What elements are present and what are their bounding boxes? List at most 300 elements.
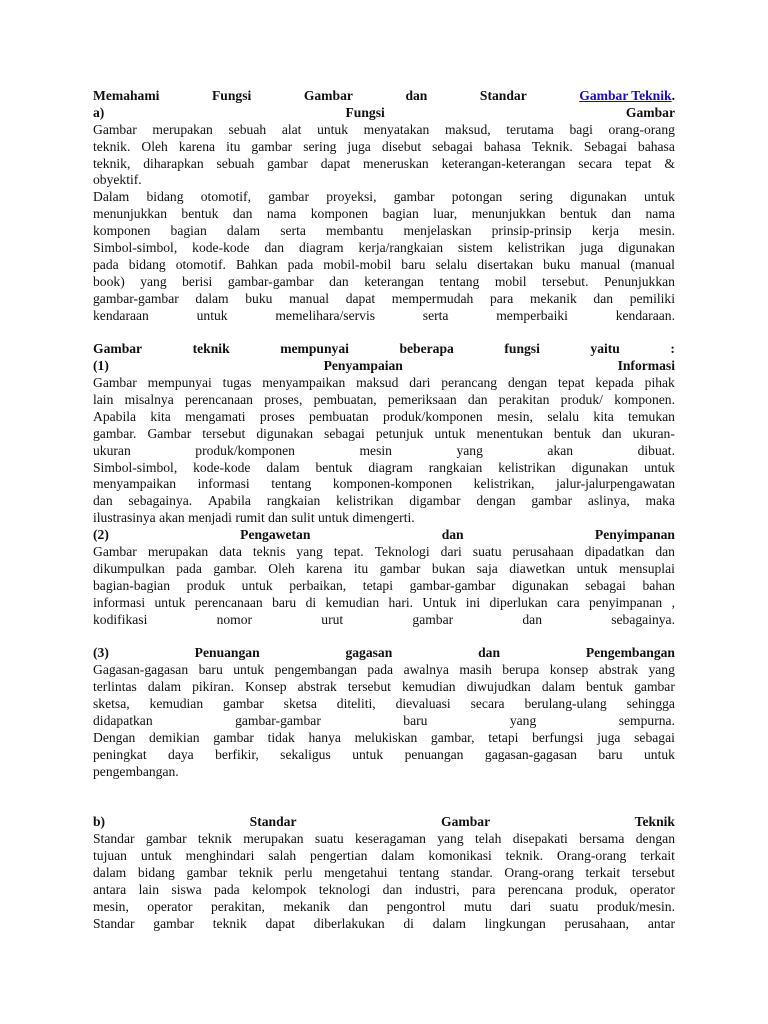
word: gambar [268, 189, 309, 205]
word: kita [150, 408, 171, 424]
word: menentukan [476, 425, 543, 441]
text-line [93, 865, 675, 882]
word: tentang [439, 273, 480, 289]
word: menyampaikan [262, 375, 346, 391]
title-word: Gambar [303, 88, 353, 103]
function-3-heading: (3) Penuangan gagasan dan Pengembangan [93, 645, 675, 661]
word: dapat [345, 290, 376, 306]
word: gambar [186, 864, 228, 880]
word: untuk [643, 189, 675, 205]
document-page [93, 88, 675, 933]
word: masih [459, 662, 492, 678]
word: Gambar [93, 375, 137, 391]
word: perakitan [498, 392, 550, 408]
word: jalur-jalurpengawatan [556, 476, 675, 492]
word: digunakan [618, 240, 675, 256]
word: perlu [284, 864, 313, 880]
word: hari. [388, 594, 414, 610]
word: secara [470, 696, 505, 712]
word: yang [140, 273, 167, 289]
text-line [93, 189, 675, 206]
word: pada [287, 256, 314, 272]
word: Orang-orang [556, 848, 627, 864]
word: digunakan [571, 459, 629, 475]
word: dan [601, 425, 622, 441]
word: kelompok [252, 881, 307, 897]
word: teknik [212, 915, 247, 931]
word: kelistrikan [498, 459, 556, 475]
word: pengertian [310, 848, 368, 864]
word: Sebagai [583, 138, 627, 154]
word: serta [280, 223, 306, 239]
word: juga [597, 729, 621, 745]
text-line [93, 460, 675, 477]
word: mobil [494, 273, 527, 289]
word: berulang-ulang [524, 696, 607, 712]
spacer [93, 629, 675, 646]
word: proses [259, 408, 295, 424]
word: dapat [265, 915, 295, 931]
word: Standar [93, 831, 135, 847]
word: dan [232, 206, 253, 222]
word: rangkaian [266, 493, 321, 509]
word: suatu [472, 544, 502, 560]
word: book) [93, 273, 125, 289]
word: terlintas [93, 679, 137, 695]
word: yang [296, 544, 323, 560]
word: lingkungan [484, 915, 546, 931]
word: perbaikan, [289, 577, 347, 593]
text-line: kendaraan untuk memelihara/servis serta memperbaiki kendaraan. [93, 307, 675, 323]
word: keseragaman [354, 831, 426, 847]
word: bidang [137, 864, 175, 880]
word: Dengan [93, 729, 136, 745]
word: gambar-gambar [409, 577, 496, 593]
word: suatu [549, 898, 579, 914]
word: maksud [356, 375, 399, 391]
word: dengan [476, 493, 516, 509]
word: diagram [368, 459, 413, 475]
word: operator [147, 898, 193, 914]
word: selalu [547, 408, 580, 424]
word: sketsa [283, 696, 317, 712]
word: untuk [140, 848, 172, 864]
word: Standar [93, 915, 135, 931]
word: tersebut [631, 864, 675, 880]
word: komponen [310, 206, 369, 222]
word: sebagai [324, 425, 365, 441]
word: misalnya [124, 392, 174, 408]
word: dalam [195, 290, 229, 306]
text-line [93, 426, 675, 443]
word: industri, [414, 881, 460, 897]
word: dan [467, 392, 488, 408]
word: dikumpulkan [93, 560, 165, 576]
word: membantu [326, 223, 384, 239]
word: gagasan-gagasan [484, 746, 577, 762]
word: tersebut. [542, 273, 589, 289]
word: dievaluasi [395, 696, 451, 712]
title-word: Standar [479, 88, 527, 103]
spacer [93, 781, 675, 815]
word: digunakan [511, 577, 569, 593]
section-b-heading: b) Standar Gambar Teknik [93, 814, 675, 830]
word: mesin, [497, 408, 533, 424]
word: sebagai [432, 138, 473, 154]
word: bentuk [181, 206, 219, 222]
word: pada [214, 881, 240, 897]
word: potongan [451, 189, 503, 205]
word: data [219, 544, 242, 560]
word: di [305, 594, 317, 610]
word: kemudian [149, 696, 204, 712]
text-line [93, 156, 675, 173]
word: saja [476, 560, 498, 576]
word: bagian [382, 206, 419, 222]
word: tentang [271, 476, 312, 492]
word: dalam [93, 864, 127, 880]
word: baru [598, 746, 623, 762]
word: digunakan [570, 189, 627, 205]
word: pada [93, 256, 119, 272]
word: di [403, 915, 414, 931]
word: informasi [93, 594, 146, 610]
word: teknik, [93, 155, 131, 171]
word: kelistrikan [507, 240, 566, 256]
word: merupakan [243, 831, 304, 847]
word: buku [543, 256, 571, 272]
word: sebuah [228, 121, 267, 137]
word: Untuk [422, 594, 457, 610]
word: digunakan [256, 425, 313, 441]
word: dalam [381, 848, 415, 864]
word: tetapi [362, 577, 393, 593]
word: peningkat [93, 746, 147, 762]
word: diberlakukan [313, 915, 385, 931]
word: tepat [558, 375, 585, 391]
word: kerja/rangkaian [358, 240, 444, 256]
title-link-wrap [579, 88, 675, 105]
word: teknik [238, 864, 273, 880]
word: dari [409, 375, 431, 391]
spacer [93, 324, 675, 341]
word: gambar-gambar [227, 273, 314, 289]
text-line [93, 848, 675, 865]
word: kelistrikan [336, 493, 394, 509]
text-line [93, 240, 675, 257]
heading-word: Gambar [625, 104, 675, 120]
word: diagram [299, 240, 344, 256]
word: antara [93, 881, 127, 897]
word: disebut [381, 138, 422, 154]
word: kemudian [325, 594, 380, 610]
word: Apabila [207, 493, 251, 509]
word: dari [440, 544, 462, 560]
title-trailing: . [671, 88, 675, 103]
word: dan [655, 544, 675, 560]
word: komponen-komponen [332, 476, 453, 492]
word: dan [611, 206, 632, 222]
word: dari [510, 898, 532, 914]
word: mesin, [93, 898, 129, 914]
text-line [93, 578, 675, 595]
word: bidang [128, 256, 166, 272]
word: gambar [153, 915, 195, 931]
word: untuk [643, 746, 675, 762]
word: perusahaan, [564, 915, 630, 931]
word: lain [138, 881, 159, 897]
word: sebagai [585, 577, 626, 593]
word: kita [593, 408, 614, 424]
word: teknik [197, 831, 232, 847]
word: gambar. [213, 560, 257, 576]
word: bagi [569, 121, 593, 137]
word: tepat [625, 155, 652, 171]
word: Penunjukkan [603, 273, 675, 289]
word: merupakan [147, 544, 209, 560]
word: untuk [352, 746, 384, 762]
word: siswa [171, 881, 202, 897]
word: dipadatkan [584, 544, 645, 560]
word: Orang-orang [504, 864, 574, 880]
word: terkait [585, 864, 621, 880]
word: Apabila [93, 408, 137, 424]
word: diharapkan [143, 155, 204, 171]
word: terutama [506, 121, 554, 137]
word: dan [264, 240, 285, 256]
word: perancang [441, 375, 498, 391]
word: mengamati [185, 408, 246, 424]
word: gambar. [93, 425, 137, 441]
word: abstrak [297, 679, 337, 695]
word: karena [306, 560, 343, 576]
word: otomotif. [175, 256, 226, 272]
word: standar. [450, 864, 493, 880]
text-line: pengembangan. [93, 763, 179, 779]
word: dalam [432, 915, 466, 931]
text-line [93, 223, 675, 240]
word: dalam [541, 679, 576, 695]
word: itu [226, 138, 241, 154]
title-word: dan [405, 88, 428, 103]
word: proses, [264, 392, 303, 408]
text-line: ilustrasinya akan menjadi rumit dan sulit untuk dimengerti. [93, 510, 415, 526]
word: untuk [241, 577, 273, 593]
gambar-teknik-link[interactable]: Gambar Teknik [579, 88, 672, 103]
word: Teknik. [531, 138, 573, 154]
word: informasi [197, 476, 250, 492]
word: kode-kode [193, 459, 251, 475]
word: mempermudah [391, 290, 474, 306]
word: kode-kode [192, 240, 250, 256]
word: kerja [591, 223, 619, 239]
word: melukiskan [354, 729, 418, 745]
text-line [93, 139, 675, 156]
word: kepada [595, 375, 634, 391]
word: pembuatan [309, 408, 369, 424]
word: perakitan, [210, 898, 265, 914]
word: Oleh [268, 560, 295, 576]
text-line [93, 831, 675, 848]
word: petunjuk [375, 425, 424, 441]
text-line: ukuran produk/komponen mesin yang akan dibuat. [93, 442, 675, 458]
word: dan [93, 493, 113, 509]
word: manual [289, 290, 330, 306]
word: gambar [213, 729, 254, 745]
word: untuk [644, 459, 675, 475]
text-line: kodifikasi nomor urut gambar dan sebagainya. [93, 611, 675, 627]
word: sering [519, 189, 553, 205]
word: orang-orang [608, 121, 675, 137]
word: gambar [379, 560, 421, 576]
text-line [93, 899, 675, 916]
text-line [93, 662, 675, 679]
word: pembuatan, [313, 392, 377, 408]
word: merupakan [152, 121, 213, 137]
word: baru [401, 256, 426, 272]
function-1-heading: (1) Penyampaian Informasi [93, 358, 675, 374]
word: pada [367, 662, 394, 678]
word: teknologi [318, 881, 371, 897]
word: diwujudkan [466, 679, 531, 695]
word: bagian-bagian [93, 577, 170, 593]
word: pada [176, 560, 202, 576]
word: selalu [435, 256, 468, 272]
word: tersebut [202, 425, 246, 441]
text-line [93, 206, 675, 223]
text-line [93, 122, 675, 139]
word: bahasa [637, 138, 675, 154]
word: buku [245, 290, 273, 306]
word: awalnya [403, 662, 449, 678]
word: mengetahui [324, 864, 388, 880]
word: disepakati [512, 831, 568, 847]
text-line: obyektif. [93, 172, 142, 188]
word: mutu [463, 898, 492, 914]
word: daya [168, 746, 194, 762]
word: para [472, 881, 496, 897]
word: luar, [433, 206, 458, 222]
word: pengembangan [274, 662, 357, 678]
functions-intro: Gambar teknik mempunyai beberapa fungsi yaitu : [93, 341, 675, 357]
word: pikiran. [192, 679, 234, 695]
word: perencanaan [185, 392, 253, 408]
word: alat [281, 121, 302, 137]
word: tetapi [488, 729, 519, 745]
word: maksud, [444, 121, 491, 137]
word: dalam [226, 223, 261, 239]
word: bahan [642, 577, 675, 593]
text-line [93, 730, 675, 747]
word: produk/ [560, 392, 603, 408]
word: yang [437, 831, 464, 847]
word: bentuk [315, 459, 353, 475]
word: tentang [399, 864, 440, 880]
heading-word: Fungsi [345, 104, 385, 120]
word: telah [474, 831, 502, 847]
word: para [489, 290, 514, 306]
word: teknik. [93, 138, 131, 154]
word: perencana [507, 881, 563, 897]
word: suatu [314, 831, 344, 847]
word: pemiliki [629, 290, 675, 306]
section-a-heading [93, 105, 675, 122]
word: menunjukkan [93, 206, 167, 222]
word: rangkaian [428, 459, 483, 475]
word: bersama [579, 831, 625, 847]
word: pihak [644, 375, 675, 391]
title-word: Memahami [93, 88, 160, 103]
text-line [93, 375, 675, 392]
word: diawetkan [509, 560, 566, 576]
word: komponen. [614, 392, 675, 408]
word: maka [645, 493, 675, 509]
word: tujuan [93, 848, 127, 864]
word: tersebut [347, 679, 391, 695]
word: baru [272, 594, 297, 610]
text-line [93, 274, 675, 291]
text-line [93, 392, 675, 409]
word: (manual [630, 256, 675, 272]
word: mekanik [283, 898, 331, 914]
word: perusahaan [512, 544, 574, 560]
word: dan [593, 290, 614, 306]
word: juga [579, 240, 604, 256]
word: bentuk [553, 425, 591, 441]
word: sebuah [216, 155, 255, 171]
word: keterangan-keterangan [441, 155, 566, 171]
word: disertakan [477, 256, 534, 272]
word: yang [648, 662, 675, 678]
word: baru [198, 662, 223, 678]
word: juga [347, 138, 371, 154]
word: penyimpanan [588, 594, 663, 610]
text-line [93, 747, 675, 764]
word: manual [580, 256, 621, 272]
text-line [93, 882, 675, 899]
word: antar [647, 915, 675, 931]
word: , [671, 594, 675, 610]
title-word: Fungsi [211, 88, 252, 103]
word: berfungsi [532, 729, 584, 745]
word: bukan [431, 560, 466, 576]
word: proyeksi, [326, 189, 377, 205]
word: operator [629, 881, 675, 897]
word: abstrak [598, 662, 638, 678]
word: secara [578, 155, 613, 171]
word: dalam [147, 679, 182, 695]
word: konsep [549, 662, 589, 678]
word: produk [186, 577, 226, 593]
word: cara [556, 594, 580, 610]
word: karena [178, 138, 216, 154]
word: dengan [507, 375, 548, 391]
word: teknik. [505, 848, 544, 864]
text-line: didapatkan gambar-gambar baru yang sempurna. [93, 712, 675, 728]
heading-word: a) [93, 104, 105, 120]
word: menunjukkan [471, 206, 546, 222]
word: aslinya, [587, 493, 630, 509]
word: Konsep [245, 679, 287, 695]
word: diperlukan [489, 594, 548, 610]
word: dengan [635, 831, 675, 847]
word: sketsa, [93, 696, 130, 712]
word: meneruskan [363, 155, 429, 171]
word: pemeriksaan [387, 392, 457, 408]
word: terkait [640, 848, 675, 864]
word: gambar [145, 831, 187, 847]
text-line [93, 679, 675, 696]
